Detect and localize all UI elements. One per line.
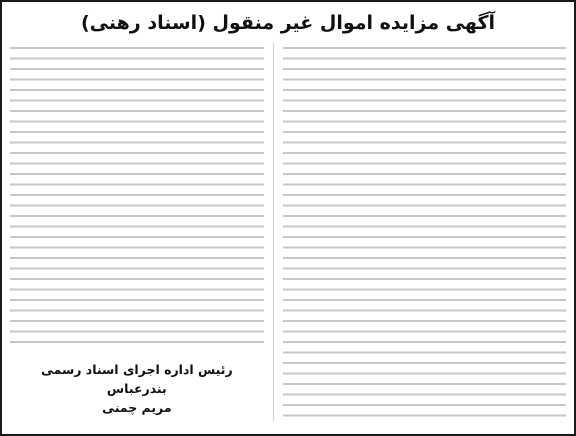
signature-office: رئیس اداره اجرای اسناد رسمی بندرعباس xyxy=(40,362,233,396)
signature-name: مریم چمنی xyxy=(102,400,172,415)
signature-block xyxy=(10,360,264,417)
column-divider xyxy=(273,43,274,421)
notice-columns xyxy=(10,43,566,421)
unreadable-text-lines-right xyxy=(283,43,566,421)
notice-title: آگهی مزایده اموال غیر منقول (اسناد رهنی) xyxy=(80,12,496,34)
unreadable-text-lines-left xyxy=(10,43,264,343)
right-column xyxy=(283,43,566,421)
title-bar xyxy=(10,8,566,38)
left-column xyxy=(10,43,264,421)
